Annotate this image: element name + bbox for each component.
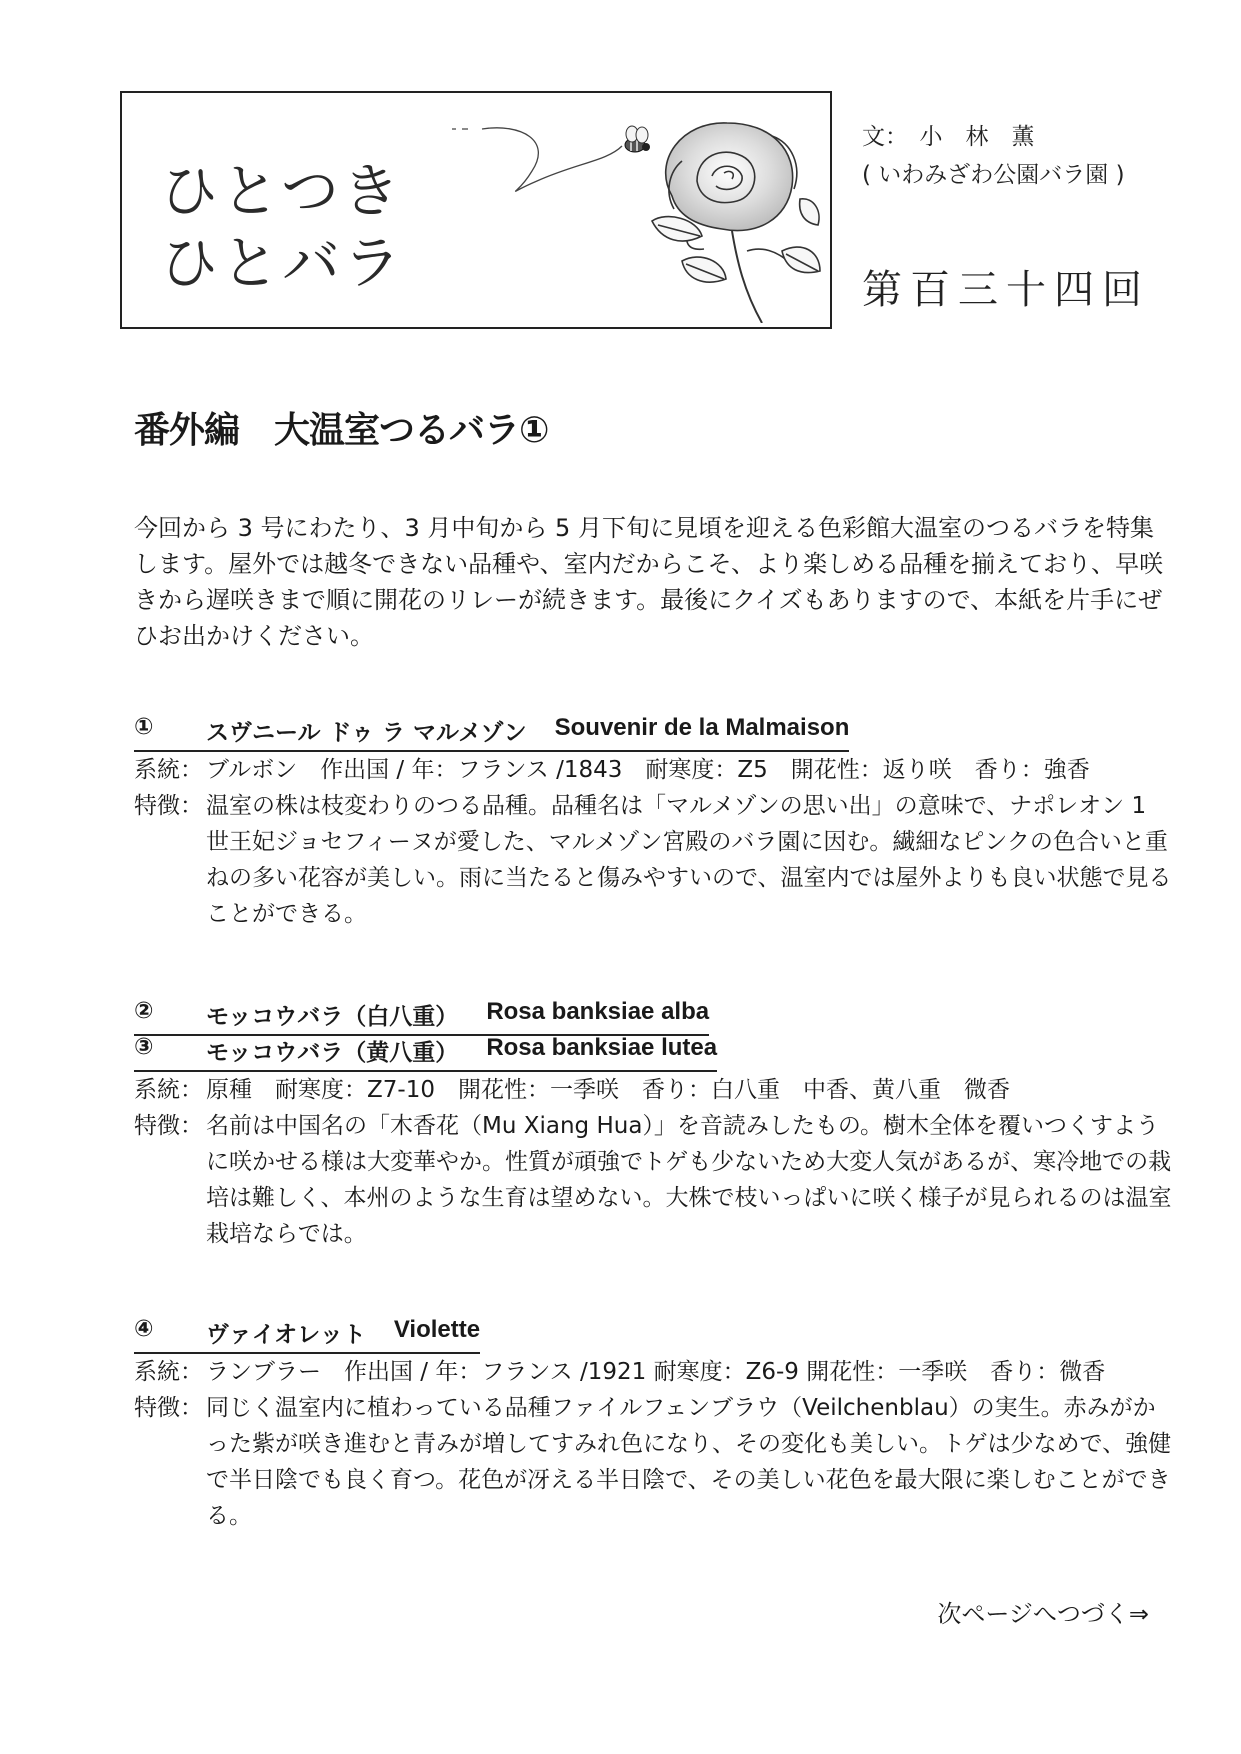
spec-label: 系統： (134, 1359, 203, 1385)
feature-value: 温室の株は枝変わりのつる品種。品種名は「マルメゾンの思い出」の意味で、ナポレオン 1 世王妃ジョセフィーヌが愛した、マルメゾン宮殿のバラ園に因む。繊細なピンクの色合いと重ねの多い花容が美しい。雨に当たると傷みやすいので、温室内では屋外よりも良い状態で見ることができる。 (206, 793, 1172, 927)
author-name: 文： 小 林 薫 (862, 124, 1035, 150)
author-affiliation: ( いわみざわ公園バラ園 ) (862, 162, 1125, 188)
entry-japanese-name: スヴニール ドゥ ラ マルメゾン (206, 720, 527, 746)
rose-icon (652, 123, 820, 323)
entry-heading (134, 1036, 1174, 1072)
entry-heading (134, 1318, 1174, 1354)
spec-label: 系統： (134, 1077, 203, 1103)
author-block (862, 118, 1125, 194)
entry-heading (134, 716, 1174, 752)
continued-next-page: 次ページへつづく⇒ (937, 1600, 1149, 1628)
entry-latin-name: Rosa banksiae lutea (486, 1034, 718, 1061)
spec-value: ランブラー 作出国 / 年：フランス /1921 耐寒度：Z6-9 開花性：一季咲 香り：微香 (206, 1359, 1106, 1385)
spec-value: ブルボン 作出国 / 年：フランス /1843 耐寒度：Z5 開花性：返り咲 香り：強香 (206, 757, 1090, 783)
entry-feature (134, 1108, 1174, 1252)
entry-number: ② (134, 998, 154, 1024)
section-title: 番外編 大温室つるバラ① (134, 410, 549, 451)
feature-value: 同じく温室内に植わっている品種ファイルフェンブラウ（Veilchenblau）の実生。赤みがかった紫が咲き進むと青みが増してすみれ色になり、その変化も美しい。トゲは少なめで、強健で半日陰でも良く育つ。花色が冴える半日陰で、その美しい花色を最大限に楽しむことができる。 (206, 1395, 1172, 1529)
rose-entry-4 (134, 1318, 1174, 1534)
spec-value: 原種 耐寒度：Z7-10 開花性：一季咲 香り：白八重 中香、黄八重 微香 (206, 1077, 1010, 1103)
feature-label: 特徴： (134, 793, 203, 819)
spec-label: 系統： (134, 757, 203, 783)
entry-number: ③ (134, 1034, 154, 1060)
bee-icon (625, 126, 650, 152)
intro-paragraph: 今回から 3 号にわたり、3 月中旬から 5 月下旬に見頃を迎える色彩館大温室のつるバラを特集します。屋外では越冬できない品種や、室内だからこそ、より楽しめる品種を揃えており、早咲きから遅咲きまで順に開花のリレーが続きます。最後にクイズもありますので、本紙を片手にぜひお出かけください。 (134, 514, 1164, 650)
rose-entry-2-3 (134, 1000, 1174, 1252)
entry-number: ④ (134, 1316, 154, 1342)
issue-number: 第百三十四回 (862, 267, 1150, 313)
entry-number: ① (134, 714, 154, 740)
feature-label: 特徴： (134, 1395, 203, 1421)
entry-spec (134, 1072, 1174, 1108)
rose-and-bee-illustration (352, 101, 822, 323)
feature-label: 特徴： (134, 1113, 203, 1139)
entry-spec (134, 752, 1174, 788)
entry-japanese-name: モッコウバラ（黄八重） (206, 1040, 459, 1066)
header-box (120, 91, 832, 329)
entry-spec (134, 1354, 1174, 1390)
entry-heading (134, 1000, 1174, 1036)
rose-entry-1 (134, 716, 1174, 932)
entry-feature (134, 788, 1174, 932)
column-title-line1: ひとつき (160, 157, 403, 225)
entry-latin-name: Souvenir de la Malmaison (554, 714, 850, 741)
entry-latin-name: Rosa banksiae alba (486, 998, 710, 1025)
feature-value: 名前は中国名の「木香花（Mu Xiang Hua）」を音読みしたもの。樹木全体を覆いつくすように咲かせる様は大変華やか。性質が頑強でトゲも少ないため大変人気があるが、寒冷地での栽培は難しく、本州のような生育は望めない。大株で枝いっぱいに咲く様子が見られるのは温室栽培ならでは。 (206, 1113, 1172, 1247)
entry-feature (134, 1390, 1174, 1534)
entry-japanese-name: ヴァイオレット (206, 1322, 366, 1348)
column-title-line2: ひとバラ (160, 229, 405, 297)
entry-latin-name: Violette (393, 1316, 481, 1343)
entry-japanese-name: モッコウバラ（白八重） (206, 1004, 459, 1030)
